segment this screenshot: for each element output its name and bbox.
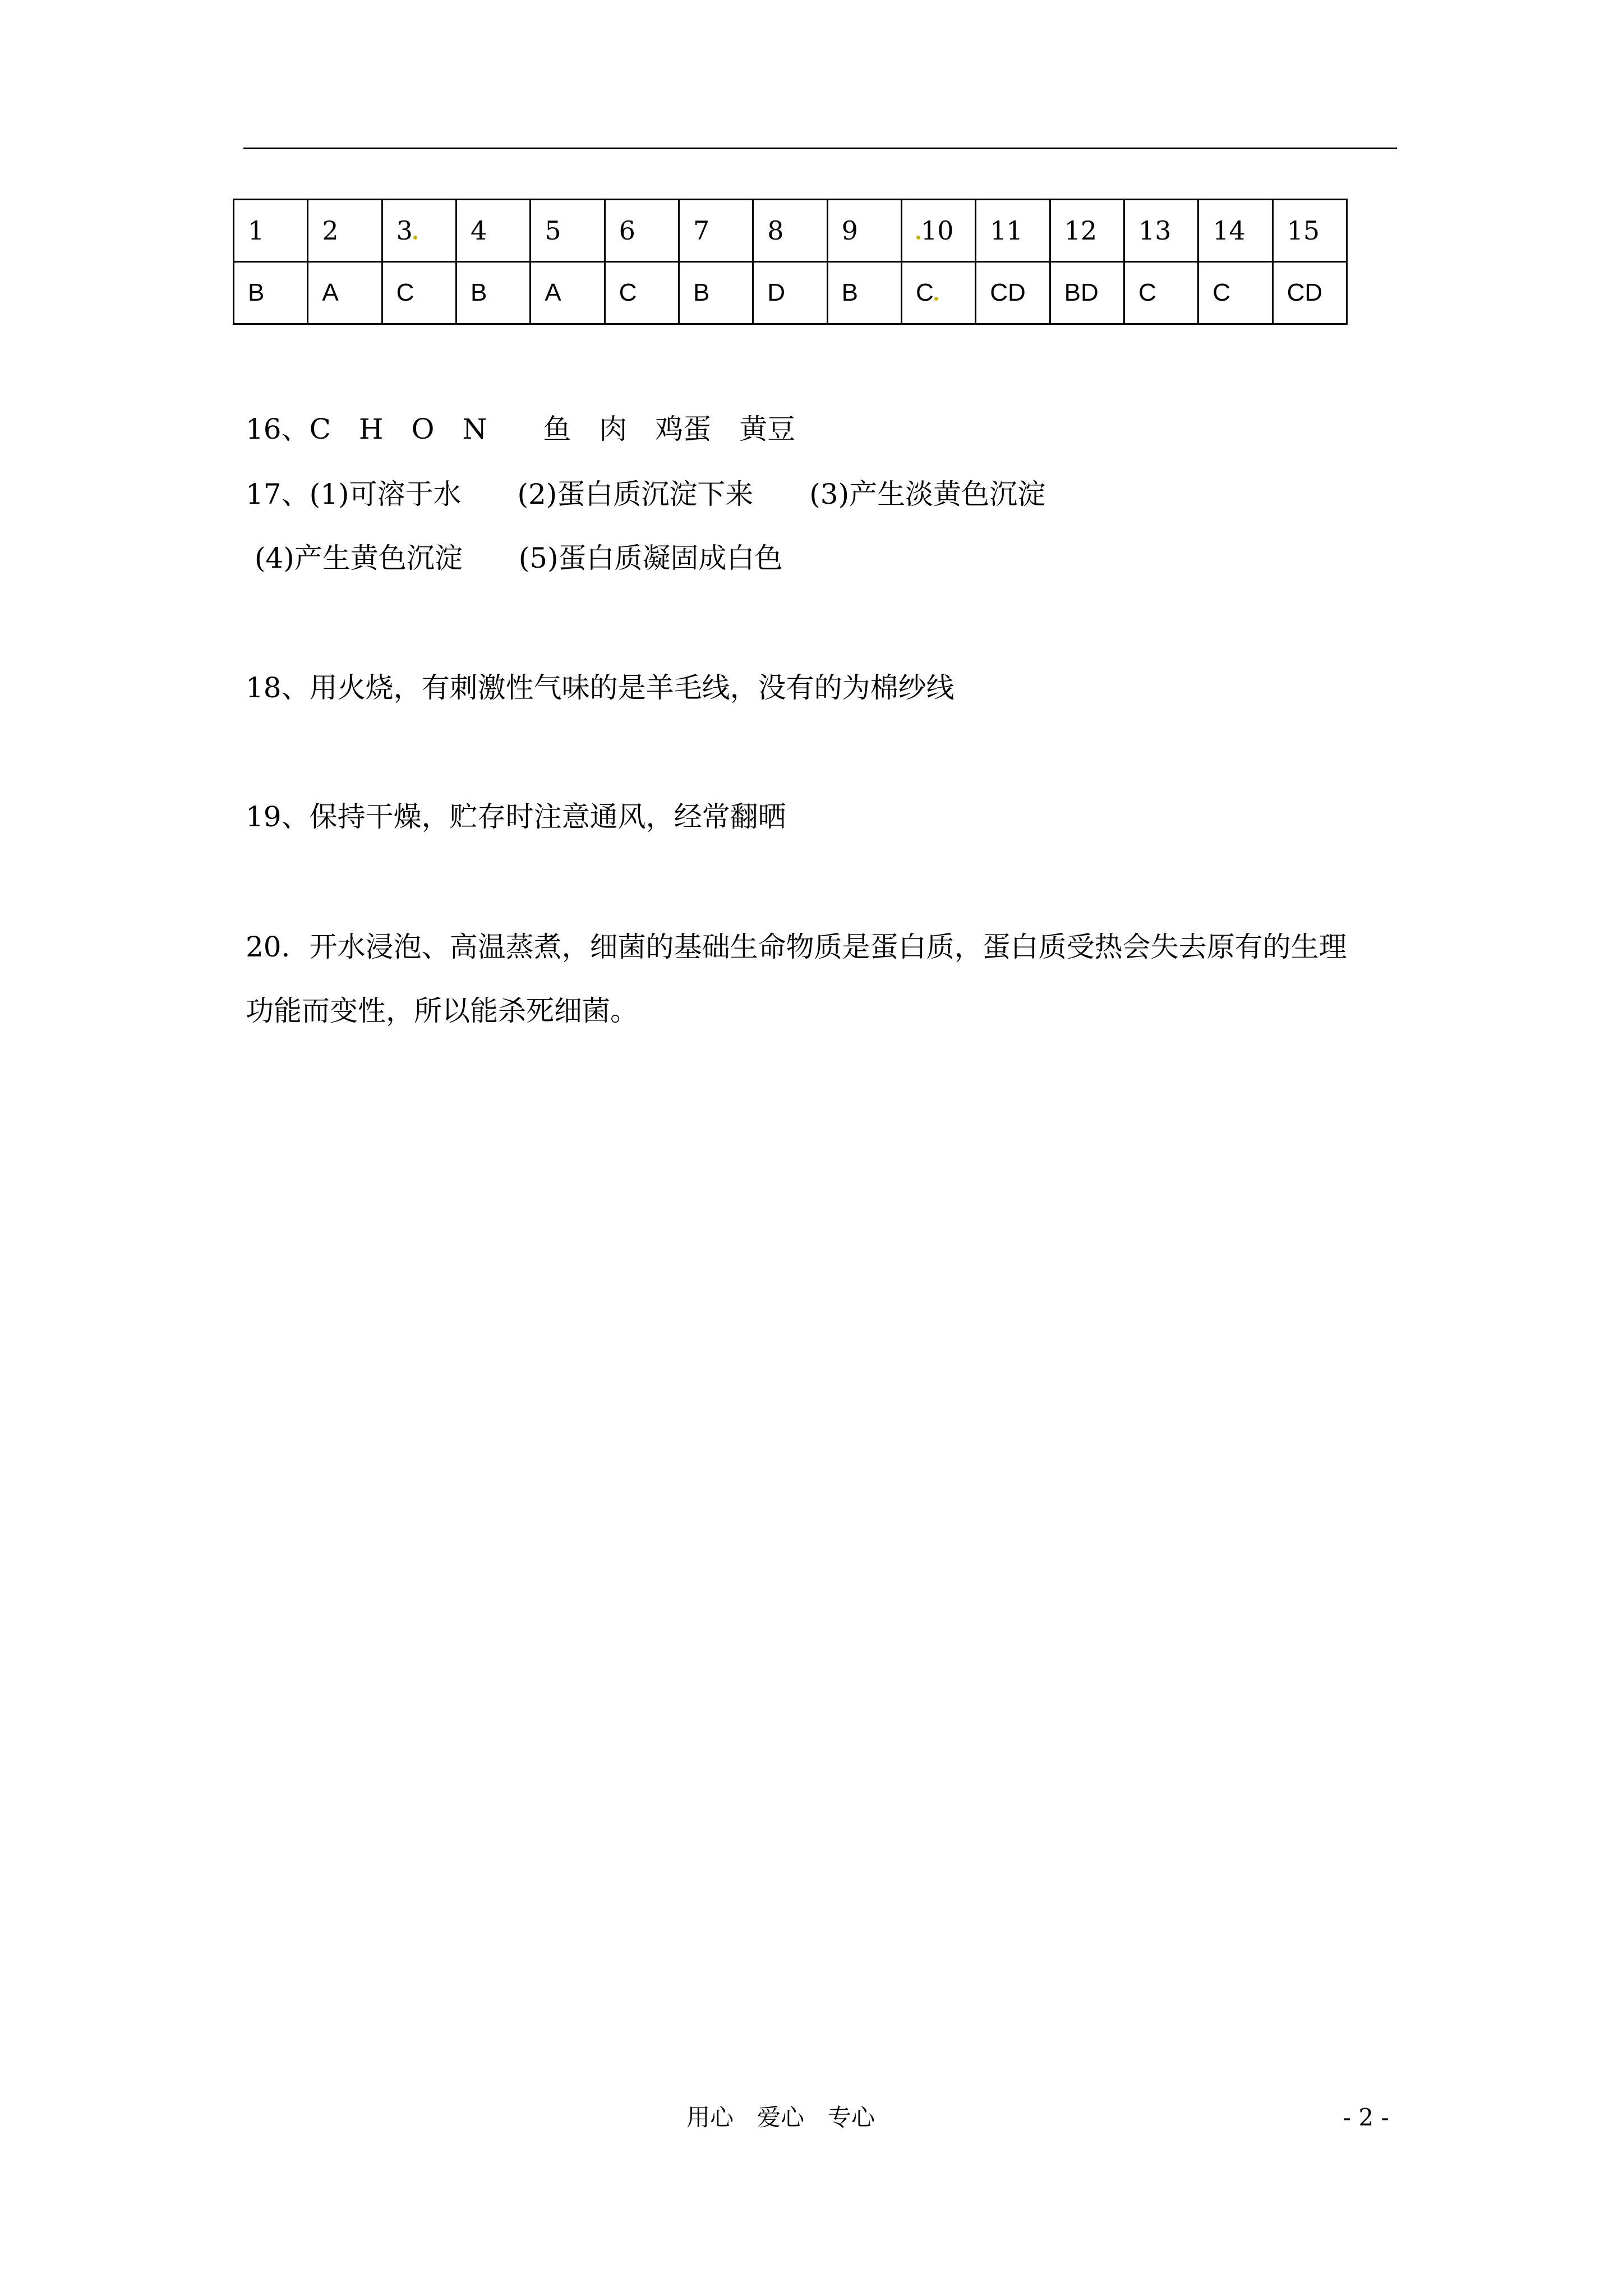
question-number-text: 3: [396, 215, 413, 246]
stray-dot-mark: [413, 236, 417, 240]
footer-slogan: 用心 爱心 专心: [686, 2104, 875, 2131]
answer-cell: C: [605, 262, 679, 324]
answer-cell: A: [531, 262, 605, 324]
question-number-cell: 2: [308, 200, 382, 262]
question-number-cell: 5: [531, 200, 605, 262]
question-number-cell: 11: [976, 200, 1050, 262]
question-number-cell: 9: [827, 200, 901, 262]
page-number: - 2 -: [1343, 2104, 1389, 2131]
answer-cell: B: [827, 262, 901, 324]
answer-cell: D: [753, 262, 827, 324]
answer-17-line-2: (4)产生黄色沉淀 (5)蛋白质凝固成白色: [246, 542, 783, 574]
question-number-cell: [901, 200, 975, 262]
answer-20-line-2: 功能而变性，所以能杀死细菌。: [246, 995, 638, 1027]
answer-cell: B: [234, 262, 308, 324]
answer-18: 18、用火烧，有刺激性气味的是羊毛线，没有的为棉纱线: [246, 671, 955, 704]
answer-16: 16、C H O N 鱼 肉 鸡蛋 黄豆: [246, 413, 796, 445]
question-number-cell: [382, 200, 456, 262]
question-number-cell: 6: [605, 200, 679, 262]
question-number-row: [234, 200, 1347, 262]
answer-17-line-1: 17、(1)可溶于水 (2)蛋白质沉淀下来 (3)产生淡黄色沉淀: [246, 478, 1046, 510]
answer-row: [234, 262, 1347, 324]
question-number-cell: 12: [1050, 200, 1124, 262]
stray-dot-mark: [916, 236, 920, 240]
answer-cell: B: [456, 262, 530, 324]
question-number-cell: 4: [456, 200, 530, 262]
answer-20-line-1: 20．开水浸泡、高温蒸煮，细菌的基础生命物质是蛋白质，蛋白质受热会失去原有的生理: [246, 931, 1347, 963]
answer-cell: CD: [1272, 262, 1347, 324]
answer-table: [233, 199, 1348, 325]
question-number-cell: 8: [753, 200, 827, 262]
question-number-cell: 13: [1124, 200, 1198, 262]
answer-cell: C: [382, 262, 456, 324]
question-number-cell: 7: [679, 200, 753, 262]
answer-cell: B: [679, 262, 753, 324]
answer-text: C: [915, 279, 934, 306]
question-number-text: 10: [920, 215, 954, 246]
answer-19: 19、保持干燥，贮存时注意通风，经常翻晒: [246, 800, 786, 833]
answer-cell: A: [308, 262, 382, 324]
answer-cell: CD: [976, 262, 1050, 324]
answer-cell: C: [1198, 262, 1272, 324]
question-number-cell: 1: [234, 200, 308, 262]
answer-cell: C: [1124, 262, 1198, 324]
question-number-cell: 14: [1198, 200, 1272, 262]
answer-cell: [901, 262, 975, 324]
header-rule: [243, 148, 1397, 149]
stray-dot-mark: [934, 297, 938, 301]
question-number-cell: 15: [1272, 200, 1347, 262]
answer-cell: BD: [1050, 262, 1124, 324]
